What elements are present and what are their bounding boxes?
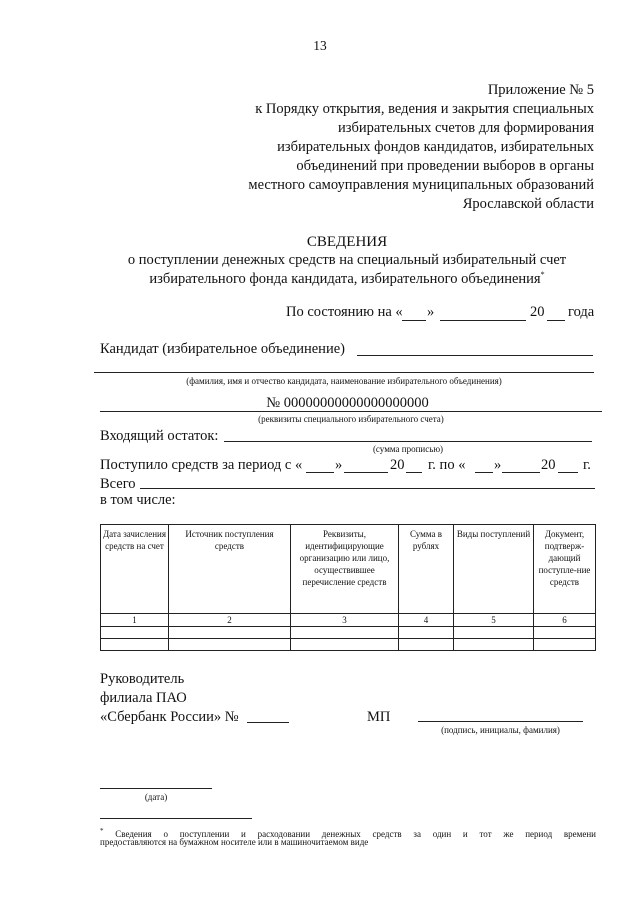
column-number: 5: [454, 614, 534, 627]
table-cell[interactable]: [291, 627, 399, 639]
appendix-line: местного самоуправления муниципальных образований: [248, 177, 594, 193]
header-type: Виды поступлений: [454, 525, 534, 614]
document-subtitle-line1: о поступлении денежных средств на специальный избирательный счет: [127, 252, 567, 268]
stamp-place: МП: [367, 709, 391, 725]
as-of-mid: »: [427, 304, 435, 320]
received-text-c: 20: [390, 457, 405, 473]
appendix-line: избирательных фондов кандидатов, избирательных: [277, 139, 594, 155]
column-number: 3: [291, 614, 399, 627]
document-heading: СВЕДЕНИЯ: [306, 234, 388, 250]
signature-line1: Руководитель: [100, 671, 185, 687]
signature-caption: (подпись, инициалы, фамилия): [441, 725, 560, 735]
table-number-row: [101, 614, 596, 627]
column-number: 2: [169, 614, 291, 627]
footnote-separator: [100, 818, 252, 819]
table-row: [101, 627, 596, 639]
footnote-mark: *: [100, 827, 104, 835]
column-number: 4: [399, 614, 454, 627]
table-cell[interactable]: [454, 639, 534, 651]
including-label: в том числе:: [100, 492, 176, 508]
table-cell[interactable]: [291, 639, 399, 651]
branch-number-blank[interactable]: [247, 722, 289, 723]
balance-label: Входящий остаток:: [100, 428, 219, 444]
header-amount: Сумма в рублях: [399, 525, 454, 614]
signature-line2: филиала ПАО: [100, 690, 187, 706]
table-header-row: [101, 525, 596, 614]
subtitle-text: избирательного фонда кандидата, избирательного объединения: [149, 270, 541, 287]
account-number: № 00000000000000000000: [266, 395, 429, 411]
to-day-blank[interactable]: [475, 472, 493, 473]
footnote-line2: предоставляются на бумажном носителе или в машиночитаемом виде: [100, 837, 369, 847]
table-cell[interactable]: [534, 627, 596, 639]
from-day-blank[interactable]: [306, 472, 334, 473]
total-label: Всего: [100, 476, 136, 492]
page-number: 13: [313, 38, 327, 53]
candidate-field-line2[interactable]: [94, 372, 594, 373]
balance-caption: (сумма прописью): [372, 444, 444, 454]
column-number: 6: [534, 614, 596, 627]
year-blank[interactable]: [547, 320, 565, 321]
appendix-title: Приложение № 5: [487, 82, 594, 98]
appendix-line: Ярославской области: [462, 196, 594, 212]
candidate-label: Кандидат (избирательное объединение): [100, 341, 345, 357]
header-source: Источник поступления средств: [169, 525, 291, 614]
signature-field[interactable]: [418, 721, 583, 722]
day-blank[interactable]: [402, 320, 426, 321]
received-text-b: »: [335, 457, 343, 473]
date-caption: (дата): [144, 792, 168, 802]
received-text-d: г. по «: [428, 457, 466, 473]
account-caption: (реквизиты специального избирательного счета): [258, 414, 444, 424]
column-number: 1: [101, 614, 169, 627]
table-cell[interactable]: [101, 639, 169, 651]
header-date: Дата зачисления средств на счет: [101, 525, 169, 614]
appendix-line: объединений при проведении выборов в органы: [296, 158, 594, 174]
from-year-blank[interactable]: [406, 472, 422, 473]
balance-field[interactable]: [224, 441, 592, 442]
as-of-suffix: года: [568, 304, 595, 320]
as-of-prefix: По состоянию на «: [286, 304, 403, 320]
received-text-g: г.: [583, 457, 591, 473]
header-document: Документ, подтверж-дающий поступле-ние средств: [534, 525, 596, 614]
table-cell[interactable]: [169, 627, 291, 639]
received-text-f: 20: [541, 457, 556, 473]
account-line: [100, 411, 602, 412]
candidate-field[interactable]: [357, 355, 593, 356]
total-field[interactable]: [140, 488, 595, 489]
month-blank[interactable]: [440, 320, 526, 321]
table-cell[interactable]: [101, 627, 169, 639]
date-field[interactable]: [100, 788, 212, 789]
footnote-marker: *: [540, 270, 545, 279]
received-text-a: Поступило средств за период с «: [100, 457, 303, 473]
table-row: [101, 639, 596, 651]
table-cell[interactable]: [169, 639, 291, 651]
footnote-text: Сведения о поступлении и расходовании денежных средств за один и тот же период времени: [115, 829, 596, 839]
appendix-line: к Порядку открытия, ведения и закрытия специальных: [255, 101, 594, 117]
to-month-blank[interactable]: [502, 472, 540, 473]
table-cell[interactable]: [399, 627, 454, 639]
signature-line3: «Сбербанк России» №: [100, 709, 239, 725]
table-cell[interactable]: [534, 639, 596, 651]
receipts-table: [100, 524, 596, 651]
received-text-e: »: [494, 457, 502, 473]
table-cell[interactable]: [399, 639, 454, 651]
as-of-year: 20: [530, 304, 545, 320]
candidate-caption: (фамилия, имя и отчество кандидата, наименование избирательного объединения): [186, 376, 502, 386]
table-cell[interactable]: [454, 627, 534, 639]
document-subtitle-line2: [0, 270, 640, 288]
appendix-line: избирательных счетов для формирования: [338, 120, 594, 136]
to-year-blank[interactable]: [558, 472, 578, 473]
from-month-blank[interactable]: [344, 472, 388, 473]
header-details: Реквизиты, идентифицирующие организацию или лицо, осуществившее перечисление средств: [291, 525, 399, 614]
